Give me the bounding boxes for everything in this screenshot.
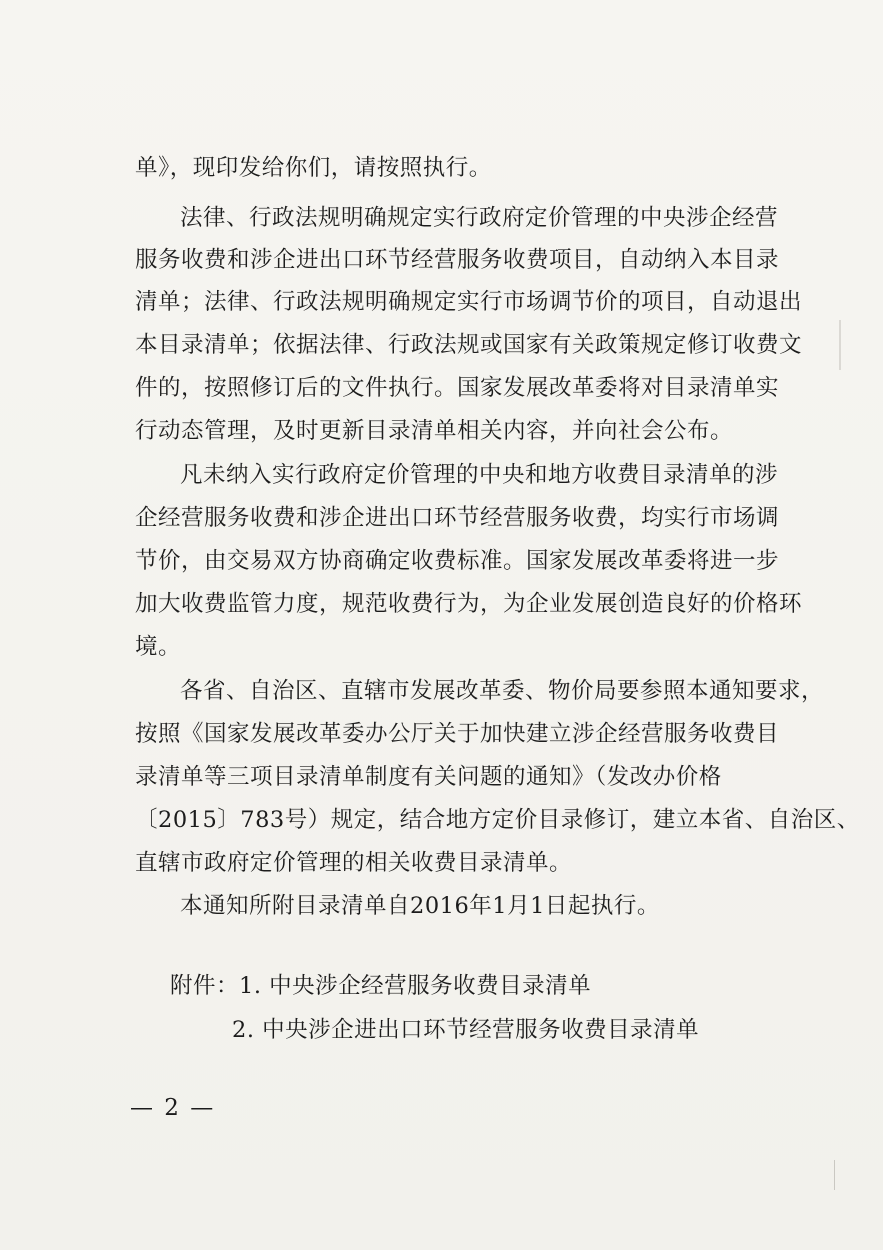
- text-line: 企经营服务收费和涉企进出口环节经营服务收费，均实行市场调: [135, 505, 780, 531]
- text-line: 凡未纳入实行政府定价管理的中央和地方收费目录清单的涉: [180, 462, 779, 488]
- text-line: 行动态管理，及时更新目录清单相关内容，并向社会公布。: [135, 418, 734, 444]
- scan-edge-mark: [834, 1160, 835, 1190]
- attachment-line-2: 2. 中央涉企进出口环节经营服务收费目录清单: [232, 1017, 700, 1043]
- text-line: 本通知所附目录清单自2016年1月1日起执行。: [180, 893, 660, 919]
- text-line: 法律、行政法规明确规定实行政府定价管理的中央涉企经营: [180, 205, 779, 231]
- text-line: 节价，由交易双方协商确定收费标准。国家发展改革委将进一步: [135, 548, 780, 574]
- attachment-line-1: 附件：1. 中央涉企经营服务收费目录清单: [170, 973, 592, 999]
- text-line: 各省、自治区、直辖市发展改革委、物价局要参照本通知要求，: [180, 678, 825, 704]
- text-line: 本目录清单；依据法律、行政法规或国家有关政策规定修订收费文: [135, 332, 803, 358]
- text-line: 单》，现印发给你们，请按照执行。: [135, 155, 492, 181]
- text-line: 加大收费监管力度，规范收费行为，为企业发展创造良好的价格环: [135, 591, 803, 617]
- text-line: 清单；法律、行政法规明确规定实行市场调节价的项目，自动退出: [135, 289, 803, 315]
- text-line: 按照《国家发展改革委办公厅关于加快建立涉企经营服务收费目: [135, 721, 780, 747]
- text-line: 服务收费和涉企进出口环节经营服务收费项目，自动纳入本目录: [135, 247, 780, 273]
- text-line: 直辖市政府定价管理的相关收费目录清单。: [135, 850, 573, 876]
- text-line: 〔2015〕783号）规定，结合地方定价目录修订，建立本省、自治区、: [135, 807, 860, 833]
- scan-edge-mark: [839, 320, 841, 370]
- page-number: — 2 —: [130, 1095, 216, 1121]
- text-line: 录清单等三项目录清单制度有关问题的通知》（发改办价格: [135, 764, 722, 790]
- text-line: 件的，按照修订后的文件执行。国家发展改革委将对目录清单实: [135, 375, 780, 401]
- text-line: 境。: [135, 634, 182, 660]
